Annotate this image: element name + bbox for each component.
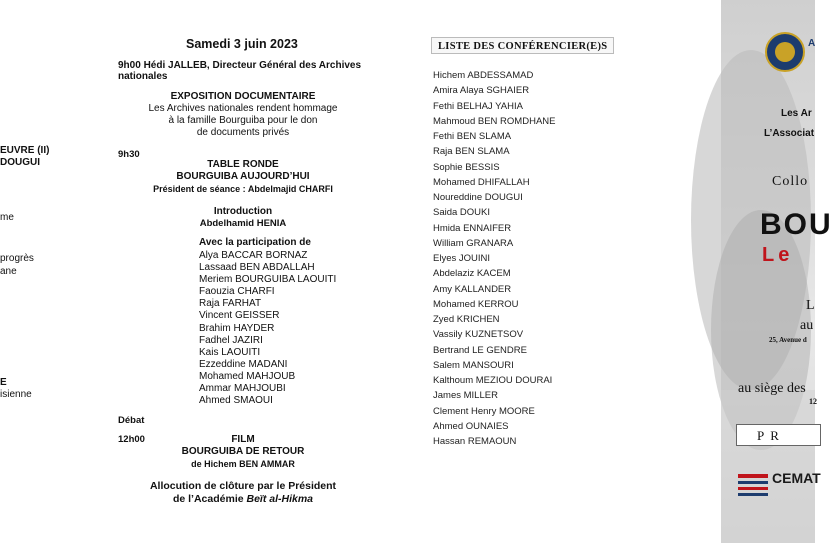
cover-organizer-1: Les Ar — [781, 108, 812, 119]
cover-venue: au siège des — [738, 381, 806, 396]
left-cut-heading: E — [0, 377, 7, 388]
speaker-name: Hichem ABDESSAMAD — [433, 70, 534, 81]
speakers-list — [433, 68, 555, 449]
speakers-list-title: LISTE DES CONFÉRENCIER(E)S — [431, 37, 614, 54]
session-president: Président de séance : Abdelmajid CHARFI — [153, 184, 333, 194]
speaker-name: Clement Henry MOORE — [433, 405, 535, 417]
speaker-name: Vassily KUZNETSOV — [433, 329, 524, 341]
cover-program-banner: PR — [736, 424, 821, 446]
participant: Raja FARHAT — [199, 298, 262, 310]
speaker-name: Sophie BESSIS — [433, 161, 500, 173]
cover-subtitle: Le — [762, 244, 794, 266]
participant: Meriem BOURGUIBA LAOUITI — [199, 274, 337, 286]
cover-colloque: Collo — [772, 174, 809, 189]
speaker-name: Raja BEN SLAMA — [433, 146, 510, 158]
participant: Alya BACCAR BORNAZ — [199, 250, 308, 261]
academy-name: Beït al-Hikma — [246, 493, 314, 505]
time-0930: 9h30 — [118, 149, 140, 160]
film-title: BOURGUIBA DE RETOUR — [181, 446, 305, 457]
participant: Vincent GEISSER — [199, 310, 280, 322]
opening-speech-cont: nationales — [118, 71, 168, 82]
speaker-name: Mahmoud BEN ROMDHANE — [433, 115, 556, 127]
speaker-name: Kalthoum MEZIOU DOURAI — [433, 375, 553, 386]
cover-au: au — [800, 318, 814, 333]
participant: Brahim HAYDER — [199, 322, 275, 334]
speaker-name: Amy KALLANDER — [433, 283, 512, 295]
cover-background-portrait — [721, 0, 815, 543]
speaker-name: Elyes JOUINI — [433, 253, 491, 264]
cover-top-letter: A — [808, 38, 816, 49]
participant: Faouzia CHARFI — [199, 286, 275, 298]
left-cut-text: progrès — [0, 253, 34, 264]
left-cut-text: ane — [0, 266, 17, 277]
cemat-logo: CEMAT — [772, 470, 821, 486]
speaker-name: Hassan REMAOUN — [433, 436, 517, 447]
cover-l: L — [806, 298, 815, 313]
cover-address: 25, Avenue d — [769, 336, 807, 344]
cover-organizer-2: L’Associat — [764, 128, 815, 139]
participant: Ammar MAHJOUBI — [199, 383, 286, 395]
speaker-name: Noureddine DOUGUI — [433, 192, 523, 203]
archives-seal-icon — [765, 32, 805, 72]
expo-title: EXPOSITION DOCUMENTAIRE — [170, 91, 316, 102]
program-date: Samedi 3 juin 2023 — [186, 37, 298, 51]
expo-line: Les Archives nationales rendent hommage — [148, 103, 338, 114]
film-label: FILM — [231, 434, 255, 445]
opening-speech: 9h00 Hédi JALLEB, Directeur Général des Archives — [118, 60, 362, 71]
speaker-name: Amira Alaya SGHAIER — [433, 85, 530, 97]
expo-line: à la famille Bourguiba pour le don — [168, 115, 318, 126]
speaker-name: William GRANARA — [433, 237, 514, 249]
cover-panel — [721, 0, 815, 543]
time-1200: 12h00 — [118, 434, 145, 445]
participant: Ezzeddine MADANI — [199, 358, 288, 370]
left-cut-text: me — [0, 212, 14, 223]
participant: Lassaad BEN ABDALLAH — [199, 262, 315, 274]
intro-label: Introduction — [213, 206, 273, 217]
speaker-name: Mohamed DHIFALLAH — [433, 176, 530, 188]
participant: Ahmed SMAOUI — [199, 395, 273, 407]
intro-speaker: Abdelhamid HENIA — [199, 218, 287, 229]
left-cut-heading: EUVRE (II) — [0, 145, 50, 156]
participants-list — [199, 250, 336, 407]
arabic-institution-logo-icon — [738, 472, 768, 500]
participant: Kais LAOUITI — [199, 346, 261, 358]
speaker-name: Abdelaziz KACEM — [433, 268, 511, 280]
participation-label: Avec la participation de — [199, 237, 311, 248]
closing-text: de l’Académie — [172, 493, 247, 505]
film-director: de Hichem BEN AMMAR — [191, 459, 295, 469]
closing-line-2 — [118, 493, 368, 505]
left-cut-name: DOUGUI — [0, 157, 40, 168]
speaker-name: Mohamed KERROU — [433, 298, 519, 310]
speaker-name: Salem MANSOURI — [433, 359, 514, 371]
cover-number: 12 — [809, 397, 817, 406]
participant: Fadhel JAZIRI — [199, 334, 263, 346]
table-ronde-label: TABLE RONDE — [207, 159, 279, 170]
table-ronde-title: BOURGUIBA AUJOURD’HUI — [176, 171, 310, 182]
speaker-name: Zyed KRICHEN — [433, 314, 500, 325]
speaker-name: James MILLER — [433, 390, 498, 402]
speaker-name: Fethi BEN SLAMA — [433, 131, 512, 142]
debat-label: Débat — [118, 415, 145, 426]
cover-title: BOU — [760, 208, 833, 241]
closing-line-1: Allocution de clôture par le Président — [149, 480, 337, 492]
speaker-name: Bertrand LE GENDRE — [433, 344, 527, 356]
participant: Mohamed MAHJOUB — [199, 370, 296, 382]
speaker-name: Ahmed OUNAIES — [433, 420, 509, 432]
left-cut-text: isienne — [0, 389, 32, 400]
expo-line: de documents privés — [196, 127, 290, 138]
speaker-name: Hmida ENNAIFER — [433, 222, 512, 234]
speaker-name: Fethi BELHAJ YAHIA — [433, 100, 523, 112]
speaker-name: Saida DOUKI — [433, 207, 491, 219]
